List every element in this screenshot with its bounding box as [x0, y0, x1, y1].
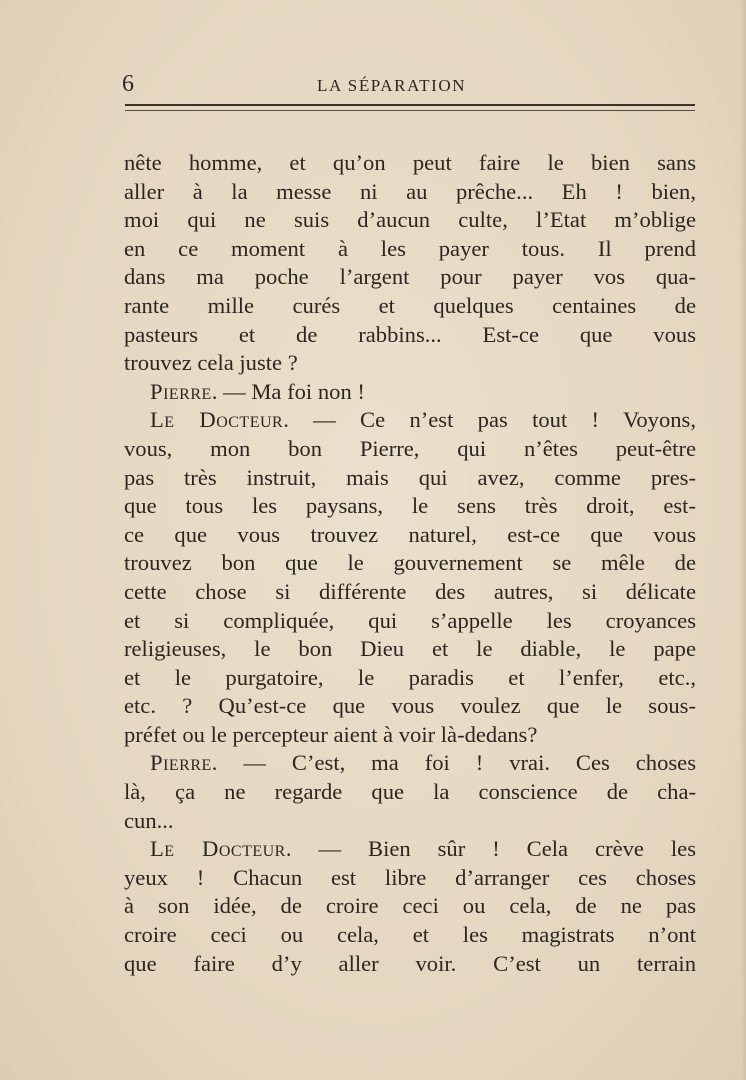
text-line: dans ma poche l’argent pour payer vos qua- — [124, 264, 696, 290]
text-line: en ce moment à les payer tous. Il prend — [124, 235, 696, 261]
text-line: que tous les paysans, le sens très droit, est- — [124, 493, 696, 519]
text-line: et si compliquée, qui s’appelle les croyances — [124, 607, 696, 633]
text-line: à son idée, de croire ceci ou cela, de ne pas — [124, 893, 696, 919]
text-line: cun... — [124, 807, 174, 833]
text-line: aller à la messe ni au prêche... Eh ! bien, — [124, 178, 696, 204]
text-line: nête homme, et qu’on peut faire le bien sans — [124, 150, 696, 175]
speech-text: . — Ma foi non ! — [211, 378, 365, 404]
speaker-name: Pierre — [150, 750, 212, 776]
text-line: préfet ou le percepteur aient à voir là-dedans? — [124, 721, 538, 747]
text-line: cette chose si différente des autres, si délicate — [124, 578, 696, 604]
text-line: pasteurs et de rabbins... Est-ce que vous — [124, 321, 696, 347]
speaker-name: Le Docteur — [150, 836, 286, 862]
page-number: 6 — [122, 71, 134, 97]
speech-text: . — Ce n’est pas tout ! Voyons, — [283, 407, 696, 433]
dialogue-line — [124, 406, 696, 435]
text-line: là, ça ne regarde que la conscience de cha- — [124, 779, 696, 805]
dialogue-line — [124, 835, 696, 864]
text-line: yeux ! Chacun est libre d’arranger ces choses — [124, 864, 696, 890]
speech-text: . — C’est, ma foi ! vrai. Ces choses — [211, 750, 696, 776]
header-rule-thick — [125, 104, 695, 106]
text-line: moi qui ne suis d’aucun culte, l’Etat m’oblige — [124, 207, 696, 233]
text-line: religieuses, le bon Dieu et le diable, le pape — [124, 636, 696, 662]
text-line: trouvez cela juste ? — [124, 350, 298, 376]
dialogue-line — [124, 378, 696, 407]
text-line: vous, mon bon Pierre, qui n’êtes peut-être — [124, 435, 696, 461]
text-line: croire ceci ou cela, et les magistrats n’ont — [124, 922, 696, 948]
text-line: que faire d’y aller voir. C’est un terrain — [124, 950, 696, 976]
speaker-name: Pierre — [150, 378, 212, 404]
header-rule-thin — [125, 110, 695, 111]
text-line: et le purgatoire, le paradis et l’enfer, etc., — [124, 664, 696, 690]
text-line: pas très instruit, mais qui avez, comme pres- — [124, 464, 696, 490]
text-line: rante mille curés et quelques centaines de — [124, 292, 696, 318]
body-text — [124, 149, 696, 978]
speech-text: . — Bien sûr ! Cela crève les — [285, 836, 697, 862]
dialogue-line — [124, 749, 696, 778]
text-line: ce que vous trouvez naturel, est-ce que vous — [124, 521, 696, 547]
text-line: trouvez bon que le gouvernement se mêle de — [124, 550, 696, 576]
page-header — [122, 70, 695, 100]
running-title: LA SÉPARATION — [317, 76, 467, 95]
speaker-name: Le Docteur — [150, 407, 284, 433]
page-edge — [740, 0, 746, 1080]
text-line: etc. ? Qu’est-ce que vous voulez que le sous- — [124, 693, 696, 719]
